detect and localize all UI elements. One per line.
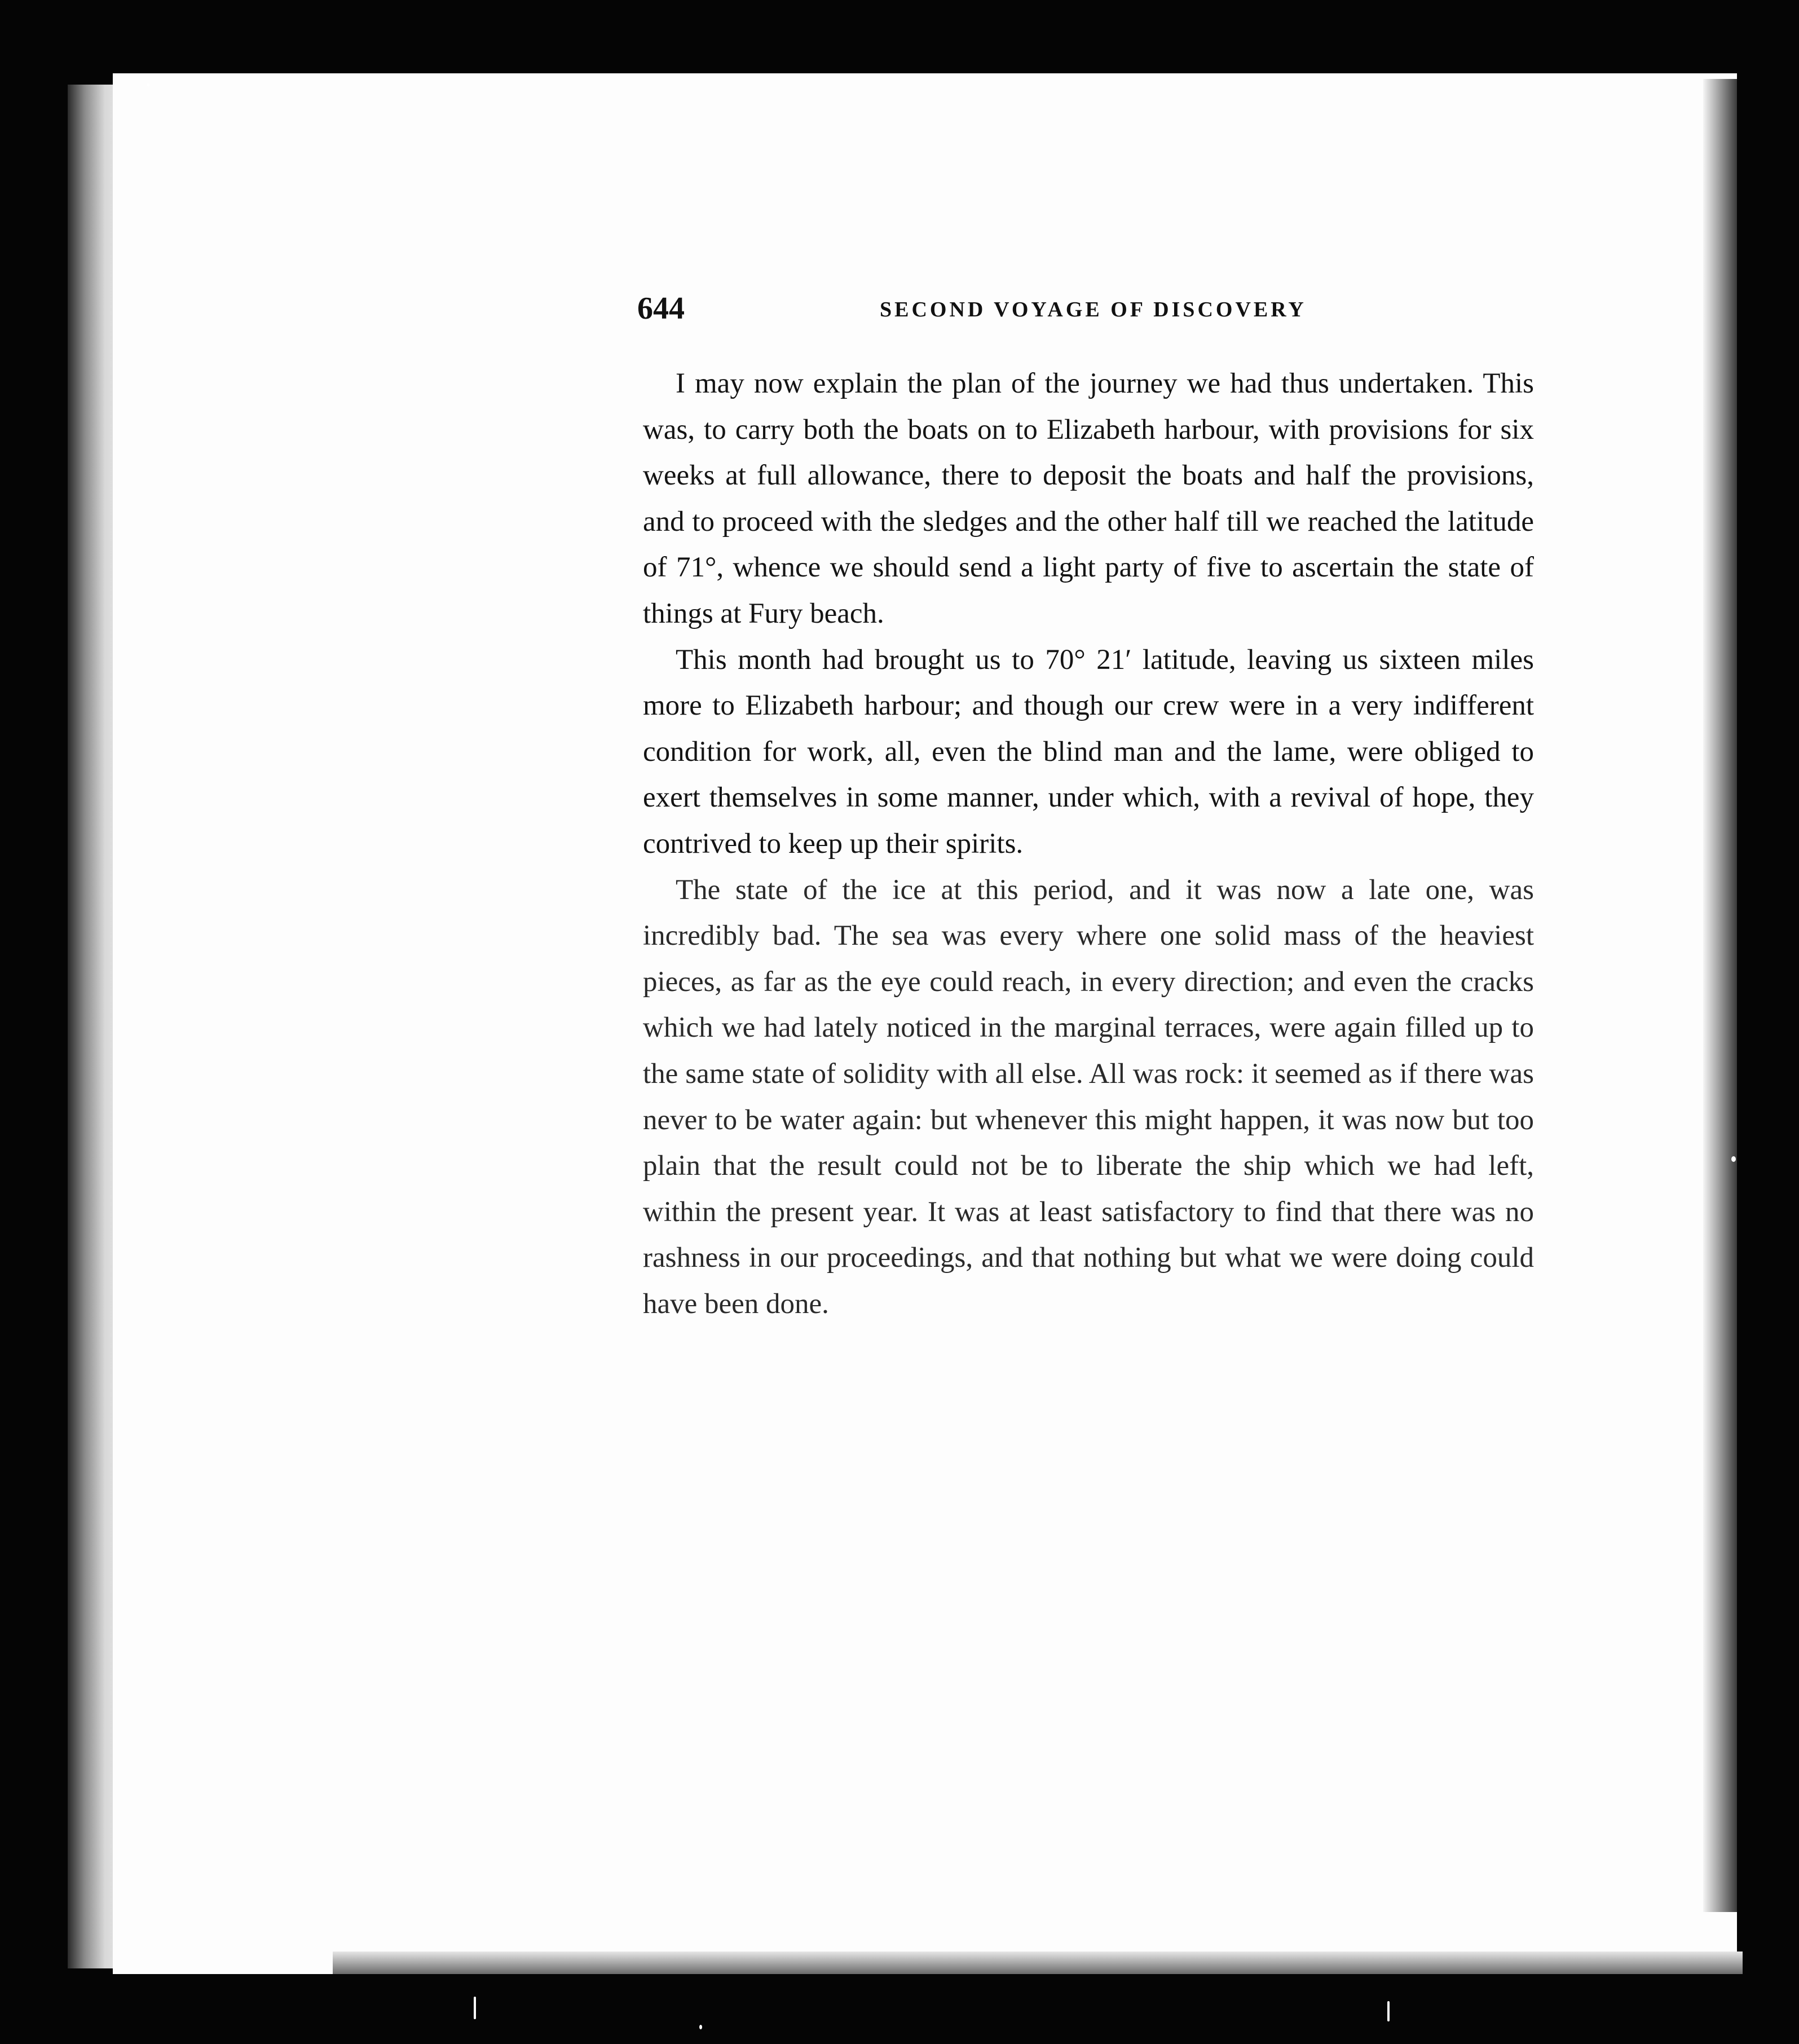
scan-speck [474, 1997, 476, 2019]
bottom-page-edge [333, 1952, 1743, 1974]
paragraph: I may now explain the plan of the journey we had thus undertaken. This was, to carry both the boats on to Elizabeth harbour, with provisions for six weeks at full allowance, there to deposit the boats and half the provisions, and to proceed with the sledges and the other half till we reached the latitude of 71°, whence we should send a light party of five to ascertain the state of things at Fury beach. [643, 368, 1534, 629]
paragraph: The state of the ice at this period, and it was now a late one, was incredibly bad. The sea was every where one solid mass of the heaviest pieces, as far as the eye could reach, in every direction; and even the cracks which we had lately noticed in the marginal terraces, were again filled up to the same state of solidity with all else. All was rock: it seemed as if there was never to be water again: but whenever this might happen, it was now but too plain that the result could not be to liberate the ship which we had left, within the present year. It was at least satisfactory to find that there was no rashness in our proceedings, and that nothing but what we were doing could have been done. [643, 874, 1534, 1320]
right-gutter-shadow [1703, 79, 1737, 1912]
body-text [643, 361, 1534, 1327]
scan-speck [147, 83, 150, 86]
scan-speck [1387, 2001, 1390, 2021]
page-number: 644 [637, 291, 685, 326]
paragraph: This month had brought us to 70° 21′ latitude, leaving us sixteen miles more to Elizabeth harbour; and though our crew were in a very indifferent condition for work, all, even the blind man and the lame, were obliged to exert themselves in some manner, under which, with a revival of hope, they contrived to keep up their spirits. [643, 644, 1534, 860]
scan-speck [1731, 1156, 1736, 1162]
scan-speck [699, 2025, 702, 2029]
running-title: SECOND VOYAGE OF DISCOVERY [880, 298, 1307, 321]
running-head [637, 290, 1540, 330]
